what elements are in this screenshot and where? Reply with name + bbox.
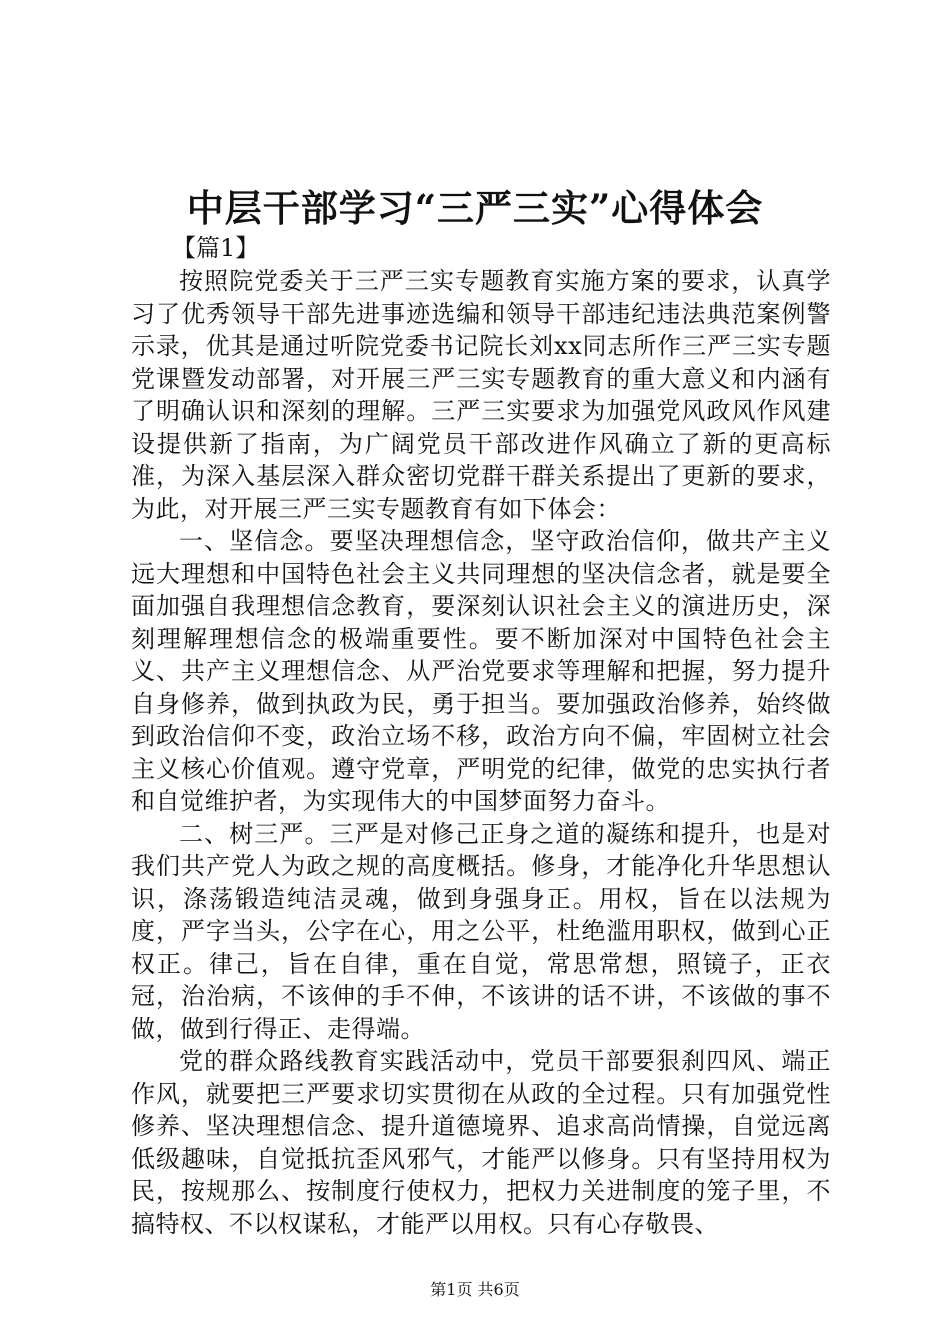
paragraph: 党的群众路线教育实践活动中，党员干部要狠刹四风、端正作风，就要把三严要求切实贯彻在从政的全过程。只有加强党性修养、坚决理想信念、提升道德境界、追求高尚情操，自觉远离低级趣味，自觉抵抗歪风邪气，才能严以修身。只有坚持用权为民，按规那么、按制度行使权力，把权力关进制度的笼子里，不搞特权、不以权谋私，才能严以用权。只有心存敬畏、 [131, 1047, 831, 1238]
document-title: 中层干部学习“三严三实”心得体会 [186, 186, 764, 230]
paragraph: 二、树三严。三严是对修己正身之道的凝练和提升，也是对我们共产党人为政之规的高度概括。修身，才能净化升华思想认识，涤荡锻造纯洁灵魂，做到身强身正。用权，旨在以法规为度，严字当头，公字在心，用之公平，杜绝滥用职权，做到心正权正。律己，旨在自律，重在自觉，常思常想，照镜子，正衣冠，治治病，不该伸的手不伸，不该讲的话不讲，不该做的事不做，做到行得正、走得端。 [131, 819, 831, 1043]
document-body [131, 265, 831, 1240]
section-label: 【篇1】 [172, 234, 260, 262]
paragraph: 一、坚信念。要坚决理想信念，坚守政治信仰，做共产主义远大理想和中国特色社会主义共同理想的坚决信念者，就是要全面加强自我理想信念教育，要深刻认识社会主义的演进历史，深刻理解理想信念的极端重要性。要不断加深对中国特色社会主义、共产主义理想信念、从严治党要求等理解和把握，努力提升自身修养，做到执政为民，勇于担当。要加强政治修养，始终做到政治信仰不变，政治立场不移，政治方向不偏，牢固树立社会主义核心价值观。遵守党章，严明党的纪律，做党的忠实执行者和自觉维护者，为实现伟大的中国梦面努力奋斗。 [131, 527, 831, 815]
paragraph: 按照院党委关于三严三实专题教育实施方案的要求，认真学习了优秀领导干部先进事迹选编和领导干部违纪违法典范案例警示录，优其是通过听院党委书记院长刘xx同志所作三严三实专题党课暨发动部署，对开展三严三实专题教育的重大意义和内涵有了明确认识和深刻的理解。三严三实要求为加强党风政风作风建设提供新了指南，为广阔党员干部改进作风确立了新的更高标准，为深入基层深入群众密切党群干群关系提出了更新的要求，为此，对开展三严三实专题教育有如下体会： [131, 267, 831, 523]
page-footer: 第1页 共6页 [430, 1280, 520, 1299]
